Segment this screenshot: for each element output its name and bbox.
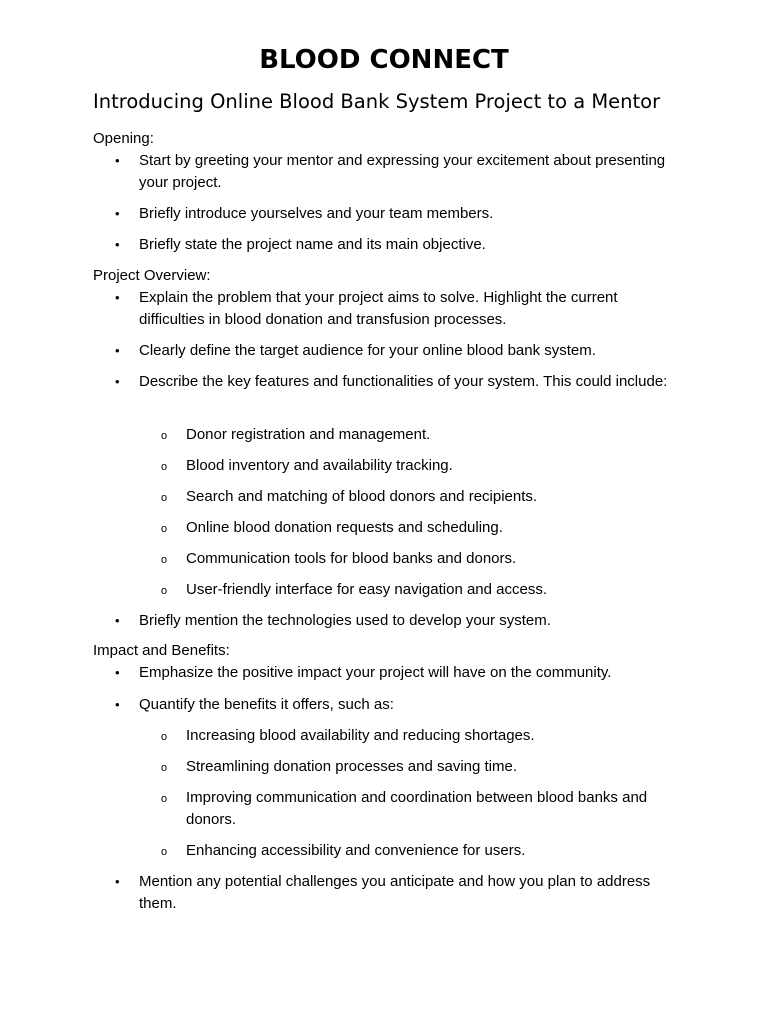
bullet-item: • Explain the problem that your project aims to solve. Highlight the current difficulties in blood donation and transfusion processes. [139,287,679,331]
sub-bullet-item: o Improving communication and coordination between blood banks and donors. [186,787,686,831]
sub-bullet-item: o Streamlining donation processes and saving time. [186,756,686,778]
section-heading-impact-benefits: Impact and Benefits: [93,642,230,659]
sub-bullet-item: o Donor registration and management. [186,424,686,446]
sub-bullet-item: o Online blood donation requests and scheduling. [186,517,686,539]
sub-bullet-item: o Enhancing accessibility and convenience for users. [186,840,686,862]
document-title: BLOOD CONNECT [259,45,509,75]
sub-bullet-item: o Search and matching of blood donors and recipients. [186,486,686,508]
bullet-item: • Mention any potential challenges you anticipate and how you plan to address them. [139,871,679,915]
document-subtitle: Introducing Online Blood Bank System Project to a Mentor [93,90,661,113]
bullet-item: • Quantify the benefits it offers, such as: [139,694,679,716]
bullet-item: • Briefly mention the technologies used to develop your system. [139,610,679,632]
section-heading-project-overview: Project Overview: [93,267,211,284]
bullet-item: • Emphasize the positive impact your project will have on the community. [139,662,679,684]
section-heading-opening: Opening: [93,130,154,147]
sub-bullet-item: o Increasing blood availability and reducing shortages. [186,725,686,747]
sub-bullet-item: o Blood inventory and availability tracking. [186,455,686,477]
bullet-item: • Describe the key features and functionalities of your system. This could include: [139,371,679,393]
bullet-item: • Clearly define the target audience for your online blood bank system. [139,340,679,362]
bullet-item: • Start by greeting your mentor and expressing your excitement about presenting your project. [139,150,679,194]
bullet-item: • Briefly introduce yourselves and your team members. [139,203,679,225]
bullet-item: • Briefly state the project name and its main objective. [139,234,679,256]
sub-bullet-item: o User-friendly interface for easy navigation and access. [186,579,686,601]
sub-bullet-item: o Communication tools for blood banks and donors. [186,548,686,570]
